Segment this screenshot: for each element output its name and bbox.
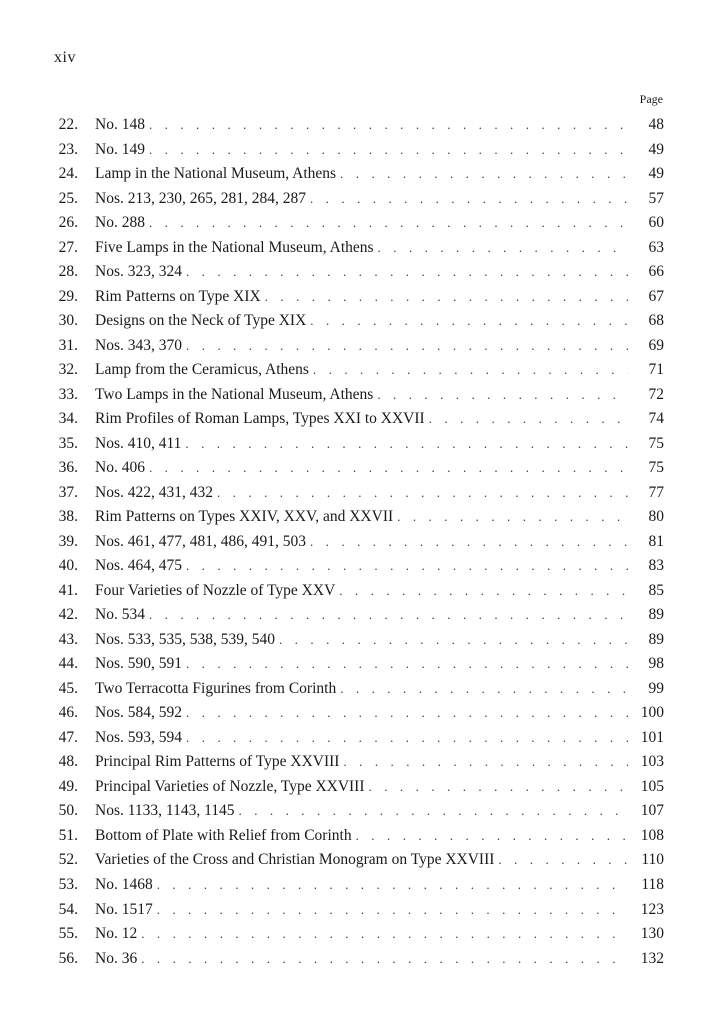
entry-page-number: 80 <box>648 508 664 526</box>
entry-page-number: 83 <box>648 557 664 575</box>
list-item <box>40 481 664 506</box>
entry-page-number: 105 <box>640 777 664 795</box>
entry-number: 37. <box>58 483 78 501</box>
entry-page-number: 99 <box>648 679 664 697</box>
list-item <box>40 947 664 972</box>
entry-number: 47. <box>58 728 78 746</box>
entry-number: 34. <box>58 410 78 428</box>
entry-title: Lamp from the Ceramicus, Athens <box>95 361 309 379</box>
list-item <box>40 898 664 923</box>
entry-number: 23. <box>58 140 78 158</box>
entry-number: 22. <box>58 116 78 133</box>
list-item <box>40 628 664 653</box>
entry-number: 51. <box>58 826 78 844</box>
entry-page-number: 74 <box>648 410 664 428</box>
dot-leader <box>339 579 628 604</box>
list-item <box>40 775 664 800</box>
dot-leader <box>279 628 628 653</box>
entry-title: Nos. 1133, 1143, 1145 <box>95 802 235 820</box>
dot-leader <box>186 334 628 359</box>
dot-leader <box>141 922 628 947</box>
entry-title: No. 12 <box>95 925 138 943</box>
dot-leader <box>217 481 628 506</box>
list-item <box>40 652 664 677</box>
dot-leader <box>149 211 628 236</box>
list-item <box>40 848 664 873</box>
page-column-heading: Page <box>639 92 663 106</box>
entry-title: Lamp in the National Museum, Athens <box>95 165 337 183</box>
entry-page-number: 110 <box>641 851 664 869</box>
entry-page-number: 63 <box>648 238 664 256</box>
entry-page-number: 89 <box>648 606 664 624</box>
list-item <box>40 750 664 775</box>
entry-number: 30. <box>58 312 78 330</box>
dot-leader <box>186 701 628 726</box>
entry-number: 42. <box>58 606 78 624</box>
entry-page-number: 103 <box>640 753 664 771</box>
entry-page-number: 77 <box>648 483 664 501</box>
list-item <box>40 383 664 408</box>
dot-leader <box>149 113 628 138</box>
entry-number: 25. <box>58 189 78 207</box>
entry-title: Nos. 213, 230, 265, 281, 284, 287 <box>95 189 306 207</box>
entry-number: 33. <box>58 385 78 403</box>
entry-number: 41. <box>58 581 78 599</box>
entry-number: 36. <box>58 459 78 477</box>
entry-number: 55. <box>58 925 78 943</box>
entry-number: 26. <box>58 214 78 232</box>
entry-page-number: 75 <box>648 459 664 477</box>
entry-page-number: 69 <box>648 336 664 354</box>
list-item <box>40 873 664 898</box>
list-item <box>40 726 664 751</box>
dot-leader <box>186 554 628 579</box>
dot-leader <box>310 309 628 334</box>
entry-page-number: 48 <box>648 116 664 133</box>
entry-page-number: 75 <box>648 434 664 452</box>
entry-number: 49. <box>58 777 78 795</box>
entry-title: Nos. 422, 431, 432 <box>95 483 213 501</box>
list-item <box>40 677 664 702</box>
entry-page-number: 60 <box>648 214 664 232</box>
entry-number: 44. <box>58 655 78 673</box>
entry-title: Four Varieties of Nozzle of Type XXV <box>95 581 336 599</box>
dot-leader <box>313 358 628 383</box>
entry-page-number: 100 <box>640 704 664 722</box>
dot-leader <box>498 848 628 873</box>
list-item <box>40 505 664 530</box>
entry-page-number: 71 <box>648 361 664 379</box>
list-item <box>40 799 664 824</box>
entry-title: Nos. 410, 411 <box>95 434 182 452</box>
list-item <box>40 358 664 383</box>
dot-leader <box>377 383 628 408</box>
entry-page-number: 107 <box>640 802 664 820</box>
list-item <box>40 113 664 138</box>
entry-title: No. 534 <box>95 606 145 624</box>
list-item <box>40 236 664 261</box>
list-item <box>40 162 664 187</box>
entry-title: Rim Patterns on Types XXIV, XXV, and XXVII <box>95 508 394 526</box>
entry-title: Nos. 584, 592 <box>95 704 182 722</box>
entry-page-number: 49 <box>648 165 664 183</box>
list-item <box>40 824 664 849</box>
entry-number: 48. <box>58 753 78 771</box>
entry-title: Nos. 593, 594 <box>95 728 182 746</box>
dot-leader <box>157 898 628 923</box>
entry-number: 39. <box>58 532 78 550</box>
dot-leader <box>186 260 628 285</box>
entry-number: 45. <box>58 679 78 697</box>
page-folio: xiv <box>54 49 76 66</box>
dot-leader <box>157 873 628 898</box>
entry-number: 46. <box>58 704 78 722</box>
entry-page-number: 72 <box>648 385 664 403</box>
entry-page-number: 66 <box>648 263 664 281</box>
list-item <box>40 407 664 432</box>
entry-page-number: 89 <box>648 630 664 648</box>
dot-leader <box>310 187 628 212</box>
dot-leader <box>239 799 629 824</box>
dot-leader <box>429 407 628 432</box>
list-item <box>40 579 664 604</box>
dot-leader <box>369 775 628 800</box>
list-item <box>40 432 664 457</box>
list-item <box>40 922 664 947</box>
entry-title: Bottom of Plate with Relief from Corinth <box>95 826 352 844</box>
list-item <box>40 187 664 212</box>
entry-page-number: 118 <box>641 875 664 893</box>
entry-number: 50. <box>58 802 78 820</box>
entry-title: Nos. 590, 591 <box>95 655 182 673</box>
entry-number: 53. <box>58 875 78 893</box>
dot-leader <box>149 138 628 163</box>
entry-number: 43. <box>58 630 78 648</box>
entry-title: Nos. 323, 324 <box>95 263 182 281</box>
entry-title: Designs on the Neck of Type XIX <box>95 312 307 330</box>
dot-leader <box>340 162 628 187</box>
entry-title: No. 148 <box>95 116 145 133</box>
list-item <box>40 334 664 359</box>
entry-title: Two Lamps in the National Museum, Athens <box>95 385 374 403</box>
list-item <box>40 138 664 163</box>
entry-title: Rim Profiles of Roman Lamps, Types XXI to XXVII <box>95 410 425 428</box>
entry-page-number: 101 <box>640 728 664 746</box>
entry-title: Five Lamps in the National Museum, Athens <box>95 238 374 256</box>
entry-number: 27. <box>58 238 78 256</box>
dot-leader <box>149 603 628 628</box>
entry-title: Principal Varieties of Nozzle, Type XXVIII <box>95 777 365 795</box>
dot-leader <box>340 677 628 702</box>
entry-page-number: 108 <box>640 826 664 844</box>
entry-number: 29. <box>58 287 78 305</box>
entry-number: 52. <box>58 851 78 869</box>
list-item <box>40 260 664 285</box>
list-item <box>40 701 664 726</box>
entry-title: Nos. 461, 477, 481, 486, 491, 503 <box>95 532 306 550</box>
dot-leader <box>397 505 628 530</box>
entry-title: Nos. 464, 475 <box>95 557 182 575</box>
entry-title: No. 288 <box>95 214 145 232</box>
entry-number: 40. <box>58 557 78 575</box>
dot-leader <box>185 432 628 457</box>
illustration-list <box>40 113 664 971</box>
entry-number: 31. <box>58 336 78 354</box>
entry-title: No. 1517 <box>95 900 153 918</box>
entry-page-number: 85 <box>648 581 664 599</box>
entry-page-number: 81 <box>648 532 664 550</box>
dot-leader <box>378 236 628 261</box>
entry-title: Principal Rim Patterns of Type XXVIII <box>95 753 340 771</box>
entry-title: No. 406 <box>95 459 145 477</box>
entry-number: 56. <box>58 949 78 967</box>
entry-number: 38. <box>58 508 78 526</box>
dot-leader <box>141 947 628 972</box>
entry-number: 54. <box>58 900 78 918</box>
list-item <box>40 309 664 334</box>
entry-title: No. 149 <box>95 140 145 158</box>
entry-page-number: 57 <box>648 189 664 207</box>
entry-title: No. 36 <box>95 949 138 967</box>
list-item <box>40 211 664 236</box>
dot-leader <box>265 285 628 310</box>
entry-page-number: 130 <box>640 925 664 943</box>
dot-leader <box>356 824 628 849</box>
entry-title: Two Terracotta Figurines from Corinth <box>95 679 337 697</box>
entry-page-number: 68 <box>648 312 664 330</box>
entry-number: 32. <box>58 361 78 379</box>
list-item <box>40 554 664 579</box>
dot-leader <box>310 530 628 555</box>
list-item <box>40 456 664 481</box>
list-item <box>40 530 664 555</box>
entry-page-number: 132 <box>640 949 664 967</box>
entry-number: 35. <box>58 434 78 452</box>
entry-page-number: 49 <box>648 140 664 158</box>
entry-page-number: 98 <box>648 655 664 673</box>
list-item <box>40 603 664 628</box>
entry-title: Rim Patterns on Type XIX <box>95 287 261 305</box>
entry-title: Nos. 533, 535, 538, 539, 540 <box>95 630 275 648</box>
entry-number: 28. <box>58 263 78 281</box>
list-item <box>40 285 664 310</box>
entry-page-number: 67 <box>648 287 664 305</box>
dot-leader <box>343 750 628 775</box>
dot-leader <box>186 726 628 751</box>
entry-page-number: 123 <box>640 900 664 918</box>
entry-number: 24. <box>58 165 78 183</box>
dot-leader <box>149 456 628 481</box>
entry-title: Nos. 343, 370 <box>95 336 182 354</box>
entry-title: Varieties of the Cross and Christian Monogram on Type XXVIII <box>95 851 495 869</box>
dot-leader <box>186 652 628 677</box>
entry-title: No. 1468 <box>95 875 153 893</box>
